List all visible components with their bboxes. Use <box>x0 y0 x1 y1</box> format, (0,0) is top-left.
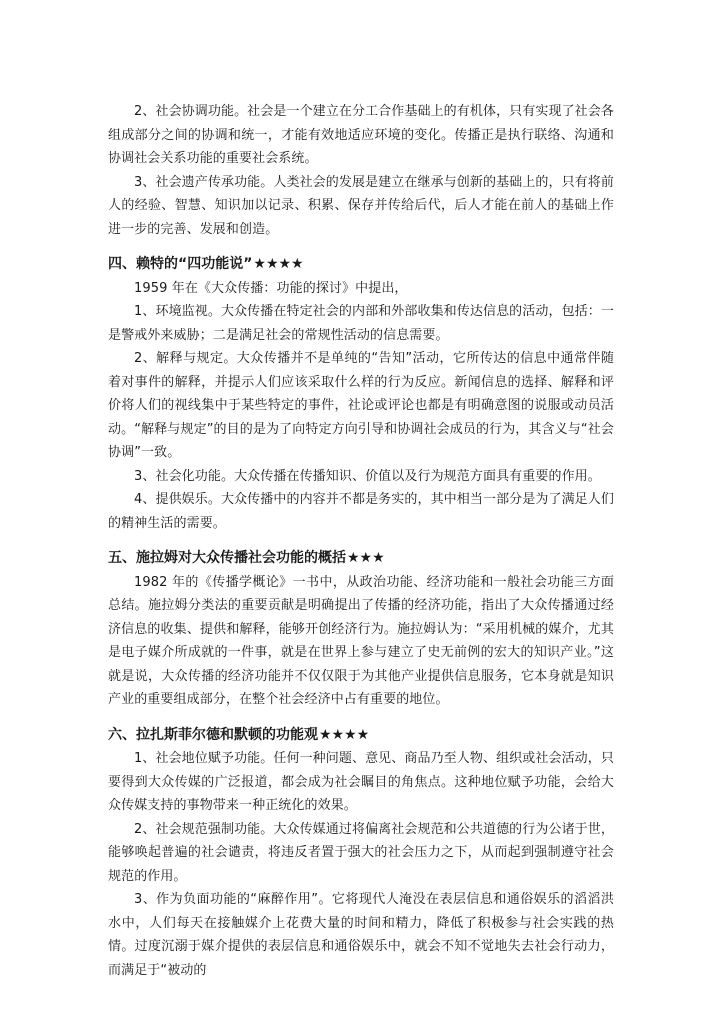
star-rating-icon: ★★★★ <box>253 256 304 272</box>
paragraph-norm-enforcement: 2、社会规范强制功能。大众传媒通过将偏离社会规范和公共道德的行为公诸于世，能够唤起普遍的社会谴责，将违反者置于强大的社会压力之下，从而起到强制遵守社会规范的作用。 <box>108 821 614 884</box>
paragraph-interpretation: 2、解释与规定。大众传播并不是单纯的“告知”活动，它所传达的信息中通常伴随着对事件的解释，并提示人们应该采取什么样的行为反应。新闻信息的选择、解释和评价将人们的视线集中于某些特定的事件，社论或评论也都是有明确意图的说服或动员活动。“解释与规定”的目的是为了向特定方向引导和协调社会成员的行为，其含义与“社会协调”一致。 <box>108 351 614 460</box>
paragraph-intro-1959: 1959 年在《大众传播：功能的探讨》中提出， <box>134 280 408 296</box>
paragraph-heritage-transmission: 3、社会遗产传承功能。人类社会的发展是建立在继承与创新的基础上的，只有将前人的经验、智慧、知识加以记录、积累、保存并传给后代，后人才能在前人的基础上作进一步的完善、发展和创造。 <box>108 174 614 237</box>
paragraph-status-conferral: 1、社会地位赋予功能。任何一种问题、意见、商品乃至人物、组织或社会活动，只要得到大众传媒的广泛报道，都会成为社会瞩目的角焦点。这种地位赋予功能，会给大众传媒支持的事物带来一种正统化的效果。 <box>108 751 614 813</box>
paragraph-environment-surveillance: 1、环境监视。大众传播在特定社会的内部和外部收集和传达信息的活动，包括：一是警戒外来威胁；二是满足社会的常规性活动的信息需要。 <box>108 304 614 343</box>
section-heading-wright <box>108 253 614 277</box>
star-rating-icon: ★★★ <box>347 550 385 566</box>
paragraph-entertainment: 4、提供娱乐。大众传播中的内容并不都是务实的，其中相当一部分是为了满足人们的精神生活的需要。 <box>108 492 614 531</box>
paragraph-socialization: 3、社会化功能。大众传播在传播知识、价值以及行为规范方面具有重要的作用。 <box>134 468 601 484</box>
section-heading-schramm <box>108 547 614 571</box>
paragraph-schramm-1982: 1982 年的《传播学概论》一书中，从政治功能、经济功能和一般社会功能三方面总结。施拉姆分类法的重要贡献是明确提出了传播的经济功能，指出了大众传播通过经济信息的收集、提供和解释，能够开创经济行为。施拉姆认为：“采用机械的媒介，尤其是电子媒介所成就的一件事，就是在世界上参与建立了史无前例的宏大的知识产业。”这就是说，大众传播的经济功能并不仅仅限于为其他产业提供信息服务，它本身就是知识产业的重要组成部分，在整个社会经济中占有重要的地位。 <box>108 574 614 707</box>
section-heading-lazarsfeld-merton <box>108 724 614 748</box>
section-title: 六、拉扎斯菲尔德和默顿的功能观 <box>108 726 318 743</box>
section-title: 五、施拉姆对大众传播社会功能的概括 <box>108 550 346 566</box>
paragraph-narcotizing-dysfunction: 3、作为负面功能的“麻醉作用”。它将现代人淹没在表层信息和通俗娱乐的滔滔洪水中，人们每天在接触媒介上花费大量的时间和精力，降低了积极参与社会实践的热情。过度沉溺于媒介提供的表层信息和通俗娱乐中，就会不知不觉地失去社会行动力，而满足于“被动的 <box>108 892 614 978</box>
document-page <box>108 100 614 982</box>
paragraph-social-coordination: 2、社会协调功能。社会是一个建立在分工合作基础上的有机体，只有实现了社会各组成部分之间的协调和统一，才能有效地适应环境的变化。传播正是执行联络、沟通和协调社会关系功能的重要社会系统。 <box>108 104 614 166</box>
section-title: 四、赖特的“四功能说” <box>108 256 253 272</box>
star-rating-icon: ★★★★ <box>319 726 370 743</box>
